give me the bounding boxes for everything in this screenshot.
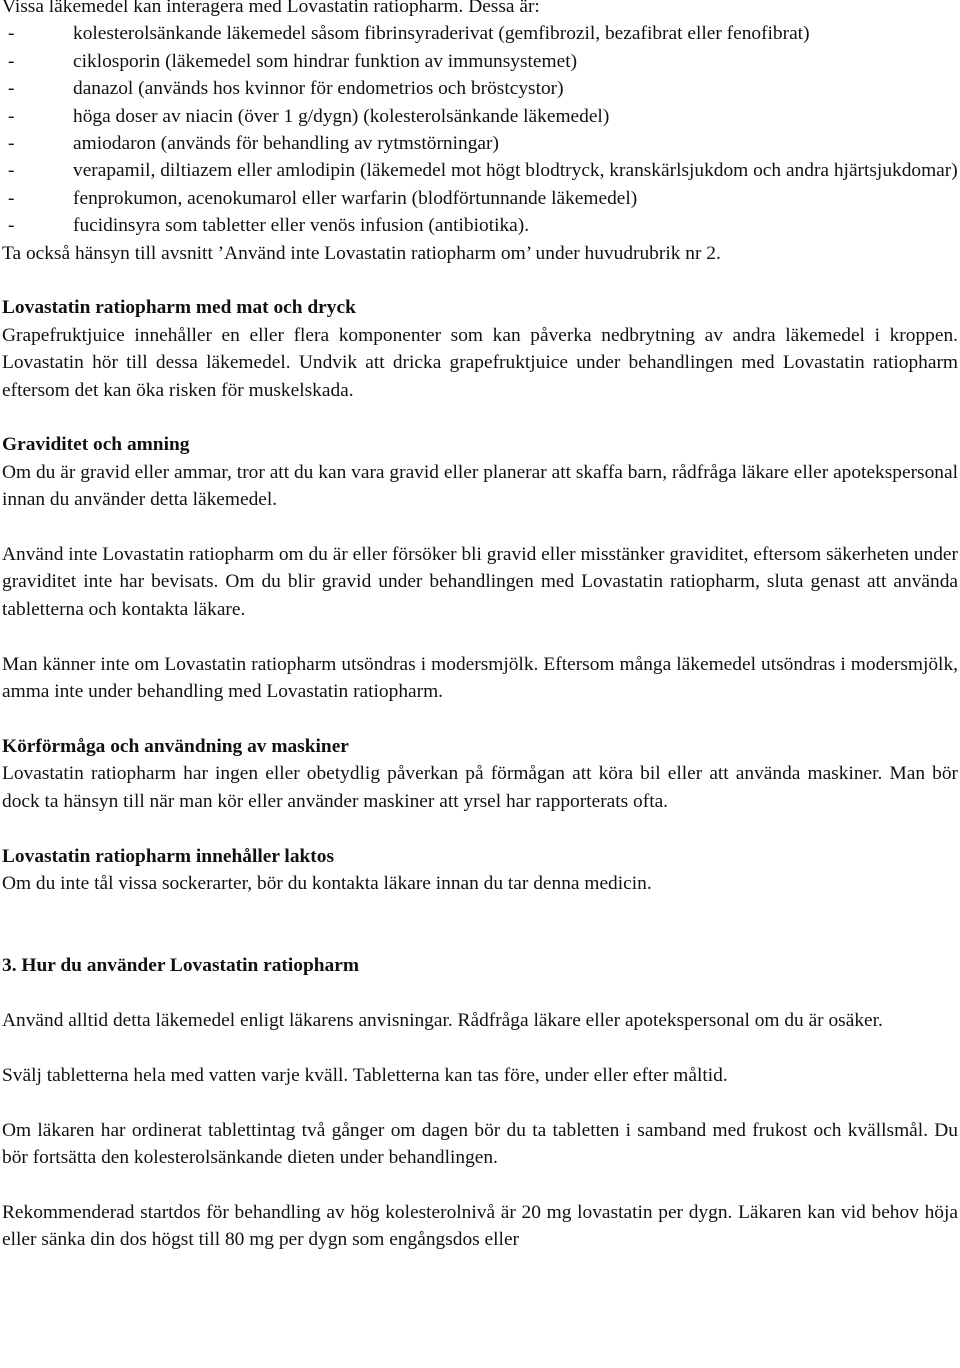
lactose-section <box>2 843 958 898</box>
list-dash: - <box>8 187 15 209</box>
paragraph: Man känner inte om Lovastatin ratiopharm utsöndras i modersmjölk. Eftersom många läkemedel utsöndras i modersmjölk, amma inte under behandling med Lovastatin ratiopharm. <box>2 653 958 703</box>
section-heading: Lovastatin ratiopharm innehåller laktos <box>2 845 334 867</box>
list-dash: - <box>8 50 15 72</box>
list-dash: - <box>8 105 15 127</box>
dosage-section <box>2 952 958 1253</box>
paragraph: Svälj tabletterna hela med vatten varje kväll. Tabletterna kan tas före, under eller efter måltid. <box>2 1064 728 1086</box>
paragraph: Använd inte Lovastatin ratiopharm om du är eller försöker bli gravid eller misstänker graviditet, eftersom säkerheten under graviditet inte har bevisats. Om du blir gravid under behandlingen med Lovastatin ratiopharm, sluta genast att använda tabletterna och kontakta läkare. <box>2 544 958 620</box>
pregnancy-section <box>2 431 958 705</box>
paragraph: Lovastatin ratiopharm har ingen eller obetydlig påverkan på förmågan att köra bil eller att använda maskiner. Man bör dock ta hänsyn till när man kör eller använder maskiner att yrsel har rapporterats ofta. <box>2 763 958 812</box>
list-dash: - <box>8 78 15 100</box>
interactions-intro: Vissa läkemedel kan interagera med Lovastatin ratiopharm. Dessa är: <box>2 0 540 17</box>
list-dash: - <box>8 160 15 182</box>
section-heading: 3. Hur du använder Lovastatin ratiopharm <box>2 955 359 977</box>
list-item: - amiodaron (används för behandling av rytmstörningar) <box>2 130 958 157</box>
food-section <box>2 294 958 404</box>
see-also-note: Ta också hänsyn till avsnitt ’Använd inte Lovastatin ratiopharm om’ under huvudrubrik nr 2. <box>2 242 721 264</box>
paragraph: Om du inte tål vissa sockerarter, bör du kontakta läkare innan du tar denna medicin. <box>2 872 652 894</box>
paragraph: Rekommenderad startdos för behandling av hög kolesterolnivå är 20 mg lovastatin per dygn. Läkaren kan vid behov höja eller sänka din dos högst till 80 mg per dygn som engångsdos eller <box>2 1201 958 1251</box>
section-heading: Lovastatin ratiopharm med mat och dryck <box>2 297 356 319</box>
list-item: - ciklosporin (läkemedel som hindrar funktion av immunsystemet) <box>2 48 958 75</box>
section-heading: Körförmåga och användning av maskiner <box>2 735 349 757</box>
list-item: - fucidinsyra som tabletter eller venös infusion (antibiotika). <box>2 212 958 239</box>
paragraph: Om du är gravid eller ammar, tror att du kan vara gravid eller planerar att skaffa barn, rådfråga läkare eller apotekspersonal innan du använder detta läkemedel. <box>2 461 958 511</box>
driving-section <box>2 733 958 815</box>
list-dash: - <box>8 215 15 237</box>
list-item: - fenprokumon, acenokumarol eller warfarin (blodförtunnande läkemedel) <box>2 185 958 212</box>
list-item: - danazol (används hos kvinnor för endometrios och bröstcystor) <box>2 75 958 102</box>
list-dash: - <box>8 133 15 155</box>
paragraph: Grapefruktjuice innehåller en eller flera komponenter som kan påverka nedbrytning av andra läkemedel i kroppen. Lovastatin hör till dessa läkemedel. Undvik att dricka grapefruktjuice under behandlingen med Lovastatin ratiopharm eftersom det kan öka risken för muskelskada. <box>2 324 958 401</box>
list-item: - höga doser av niacin (över 1 g/dygn) (kolesterolsänkande läkemedel) <box>2 103 958 130</box>
interactions-list <box>2 20 958 239</box>
list-dash: - <box>8 23 15 45</box>
paragraph: Använd alltid detta läkemedel enligt läkarens anvisningar. Rådfråga läkare eller apotekspersonal om du är osäker. <box>2 1010 883 1032</box>
paragraph: Om läkaren har ordinerat tablettintag två gånger om dagen bör du ta tabletten i samband med frukost och kvällsmål. Du bör fortsätta den kolesterolsänkande dieten under behandlingen. <box>2 1119 958 1169</box>
section-heading: Graviditet och amning <box>2 434 190 456</box>
list-item: - kolesterolsänkande läkemedel såsom fibrinsyraderivat (gemfibrozil, bezafibrat eller fenofibrat) <box>2 20 958 47</box>
list-item: - verapamil, diltiazem eller amlodipin (läkemedel mot högt blodtryck, kranskärlsjukdom och andra hjärtsjukdomar) <box>2 157 958 184</box>
